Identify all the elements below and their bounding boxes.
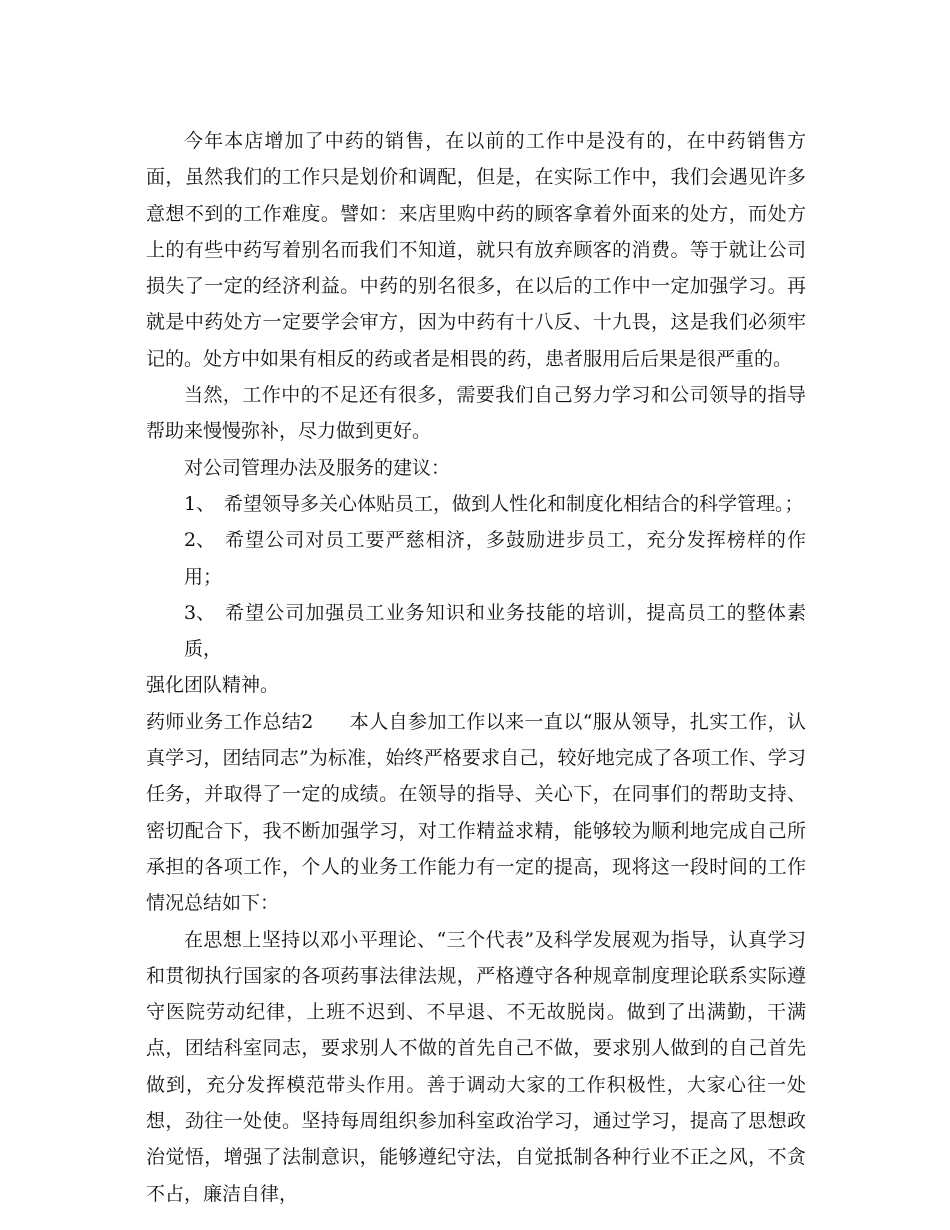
document-page [146,123,806,1212]
section-2-paragraph [146,704,806,922]
suggestion-item-3 [146,595,806,668]
list-number: 1、 [184,492,216,515]
list-text: 希望公司加强员工业务知识和业务技能的培训，提高员工的整体素质， [184,601,806,661]
suggestion-item-2 [146,522,806,595]
section-2-intro-text: 本人自参加工作以来一直以“服从领导，扎实工作，认真学习，团结同志”为标准，始终严格要求自己，较好地完成了各项工作、学习任务，并取得了一定的成绩。在领导的指导、关心下，在同事们的帮助支持、密切配合下，我不断加强学习，对工作精益求精，能够较为顺利地完成自己所承担的各项工作，个人的业务工作能力有一定的提高，现将这一段时间的工作情况总结如下： [146,710,806,915]
paragraph-ideology: 在思想上坚持以邓小平理论、“三个代表”及科学发展观为指导，认真学习和贯彻执行国家的各项药事法律法规，严格遵守各种规章制度理论联系实际遵守医院劳动纪律，上班不迟到、不早退、不无故脱岗。做到了出满勤，干满点，团结科室同志，要求别人不做的首先自己不做，要求别人做到的自己首先做到，充分发挥模范带头作用。善于调动大家的工作积极性，大家心往一处想，劲往一处使。坚持每周组织参加科室政治学习，通过学习，提高了思想政治觉悟，增强了法制意识，能够遵纪守法，自觉抵制各种行业不正之风，不贪不占，廉洁自律， [146,928,806,1205]
paragraph-shortcomings: 当然，工作中的不足还有很多，需要我们自己努力学习和公司领导的指导帮助来慢慢弥补，尽力做到更好。 [146,384,806,443]
section-2-title: 药师业务工作总结2 [146,710,314,733]
list-number: 2、 [184,529,216,552]
list-text: 希望公司对员工要严慈相济，多鼓励进步员工，充分发挥榜样的作用； [184,529,806,588]
suggestion-item-3-continuation: 强化团队精神。 [146,674,280,697]
list-text: 希望领导多关心体贴员工，做到人性化和制度化相结合的科学管理。； [224,492,804,515]
paragraph-chinese-medicine-sales: 今年本店增加了中药的销售，在以前的工作中是没有的，在中药销售方面，虽然我们的工作只是划价和调配，但是，在实际工作中，我们会遇见许多意想不到的工作难度。譬如：来店里购中药的顾客拿着外面来的处方，而处方上的有些中药写着别名而我们不知道，就只有放弃顾客的消费。等于就让公司损失了一定的经济利益。中药的别名很多，在以后的工作中一定加强学习。再就是中药处方一定要学会审方，因为中药有十八反、十九畏，这是我们必须牢记的。处方中如果有相反的药或者是相畏的药，患者服用后后果是很严重的。 [146,130,806,370]
suggestion-item-1 [146,486,806,522]
list-number: 3、 [184,601,216,624]
paragraph-suggestions-heading: 对公司管理办法及服务的建议： [184,456,451,479]
